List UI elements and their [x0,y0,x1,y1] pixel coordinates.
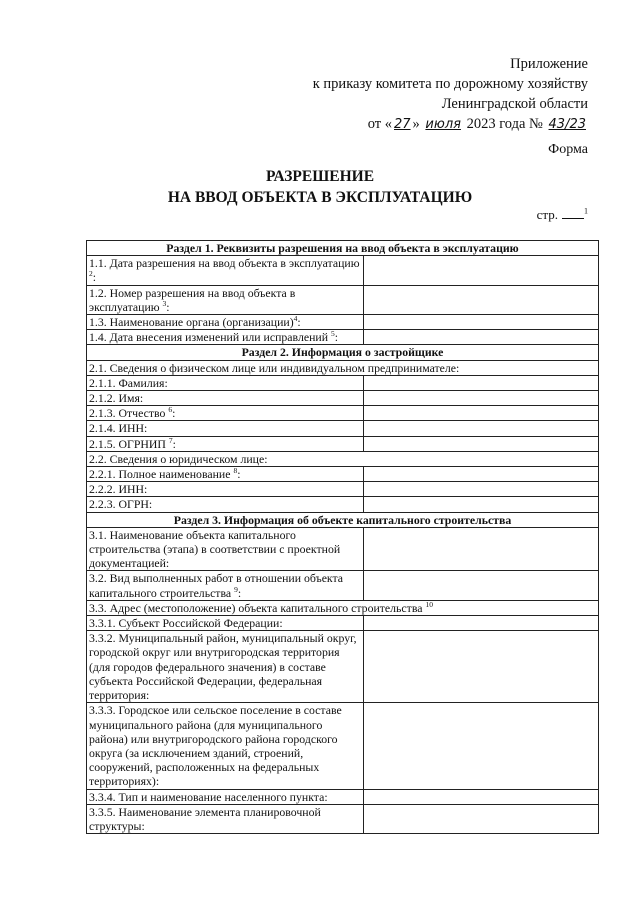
table-row [87,804,599,833]
table-row [87,285,599,314]
value-cell[interactable] [364,467,599,482]
page-label: стр. [536,207,558,222]
row-label: 3.3.4. Тип и наименование населенного пункта: [87,789,364,804]
section-row [87,241,599,256]
row-label: 1.3. Наименование органа (организации)$^4$: [87,315,364,330]
value-cell[interactable] [364,285,599,314]
table-row [87,391,599,406]
row-label: 2.2.2. ИНН: [87,482,364,497]
row-label: 2.1. Сведения о физическом лице или индивидуальном предпринимателе: [87,360,599,375]
footnote-marker: 10 [425,599,433,609]
row-label: 2.1.1. Фамилия: [87,375,364,390]
header-date-line [313,114,588,135]
row-label: 3.3. Адрес (местоположение) объекта капитального строительства $^{10}$ [87,600,599,615]
header-appendix: Приложение [510,56,588,72]
section-row [87,512,599,527]
value-cell[interactable] [364,703,599,789]
value-cell[interactable] [364,804,599,833]
row-label: 2.1.5. ОГРНИП $^7$: [87,436,364,451]
table-row [87,467,599,482]
row-label: 2.2. Сведения о юридическом лице: [87,451,599,466]
row-label: 1.1. Дата разрешения на ввод объекта в эксплуатацию $^2$: [87,256,364,285]
header-order: к приказу комитета по дорожному хозяйству [312,76,588,92]
footnote-marker: 7 [168,435,173,445]
row-label: 2.2.3. ОГРН: [87,497,364,512]
row-label: 3.3.2. Муниципальный район, муниципальный округ, городской округ или внутригородская территория (для городов федерального значения) в составе субъекта Российской Федерации, федеральная территория: [87,631,364,703]
value-cell[interactable] [364,789,599,804]
value-cell[interactable] [364,482,599,497]
row-label: 3.3.3. Городское или сельское поселение в составе муниципального района (для муниципального района) или внутригородского района городского округа (за исключением зданий, строений, сооружений, расположенных на федеральных территориях): [87,703,364,789]
value-cell[interactable] [364,330,599,345]
row-label: 3.2. Вид выполненных работ в отношении объекта капитального строительства $^9$: [87,571,364,600]
footnote-marker: 2 [89,269,93,279]
table-row [87,451,599,466]
table-row [87,436,599,451]
footnote-marker: 9 [234,584,238,594]
header-region: Ленинградской области [441,96,588,112]
value-cell[interactable] [364,256,599,285]
footnote-marker: 3 [162,298,167,308]
value-cell[interactable] [364,391,599,406]
year-text: 2023 года № [466,116,543,132]
value-cell[interactable] [364,375,599,390]
table-row [87,256,599,285]
row-label: 2.2.1. Полное наименование $^8$: [87,467,364,482]
table-row [87,497,599,512]
value-cell[interactable] [364,436,599,451]
row-label: 3.3.1. Субъект Российской Федерации: [87,616,364,631]
footnote-marker: 6 [168,405,173,415]
table-row [87,616,599,631]
section-1-heading: Раздел 1. Реквизиты разрешения на ввод объекта в эксплуатацию [87,241,599,256]
table-row [87,406,599,421]
value-cell[interactable] [364,421,599,436]
row-label: 3.1. Наименование объекта капитального строительства (этапа) в соответствии с проектной документацией: [87,527,364,571]
row-label: 3.3.5. Наименование элемента планировочной структуры: [87,804,364,833]
page-blank-line [562,206,584,219]
row-label: 2.1.2. Имя: [87,391,364,406]
table-row [87,571,599,600]
value-cell[interactable] [364,571,599,600]
row-label: 1.2. Номер разрешения на ввод объекта в эксплуатацию $^3$: [87,285,364,314]
section-row [87,345,599,360]
title-line-2: НА ВВОД ОБЪЕКТА В ЭКСПЛУАТАЦИЮ [167,189,473,206]
value-cell[interactable] [364,631,599,703]
table-row [87,703,599,789]
title-line-1: РАЗРЕШЕНИЕ [265,168,375,185]
page-footnote: 1 [584,206,588,216]
handwritten-number: 43/23 [548,117,586,132]
table-row [87,360,599,375]
handwritten-day: 27 [394,117,411,132]
date-prefix: от « [367,116,392,132]
table-row [87,421,599,436]
table-row [87,482,599,497]
form-label: Форма [548,142,588,157]
page-number [537,206,588,223]
footnote-marker: 4 [293,314,298,324]
value-cell[interactable] [364,406,599,421]
table-row [87,315,599,330]
value-cell[interactable] [364,497,599,512]
table-row [87,631,599,703]
footnote-marker: 5 [330,329,335,339]
table-row [87,375,599,390]
row-label: 2.1.4. ИНН: [87,421,364,436]
footnote-marker: 8 [233,466,238,476]
value-cell[interactable] [364,527,599,571]
document-title [0,166,640,208]
table-row [87,600,599,615]
table-row [87,330,599,345]
row-label: 2.1.3. Отчество $^6$: [87,406,364,421]
document-header [313,54,588,135]
value-cell[interactable] [364,315,599,330]
table-row [87,527,599,571]
permit-form-table [86,240,599,834]
section-3-heading: Раздел 3. Информация об объекте капитального строительства [87,512,599,527]
row-label: 1.4. Дата внесения изменений или исправлений $^5$: [87,330,364,345]
date-mid: » [412,116,420,132]
handwritten-month: июля [425,117,461,132]
table-row [87,789,599,804]
value-cell[interactable] [364,616,599,631]
section-2-heading: Раздел 2. Информация о застройщике [87,345,599,360]
